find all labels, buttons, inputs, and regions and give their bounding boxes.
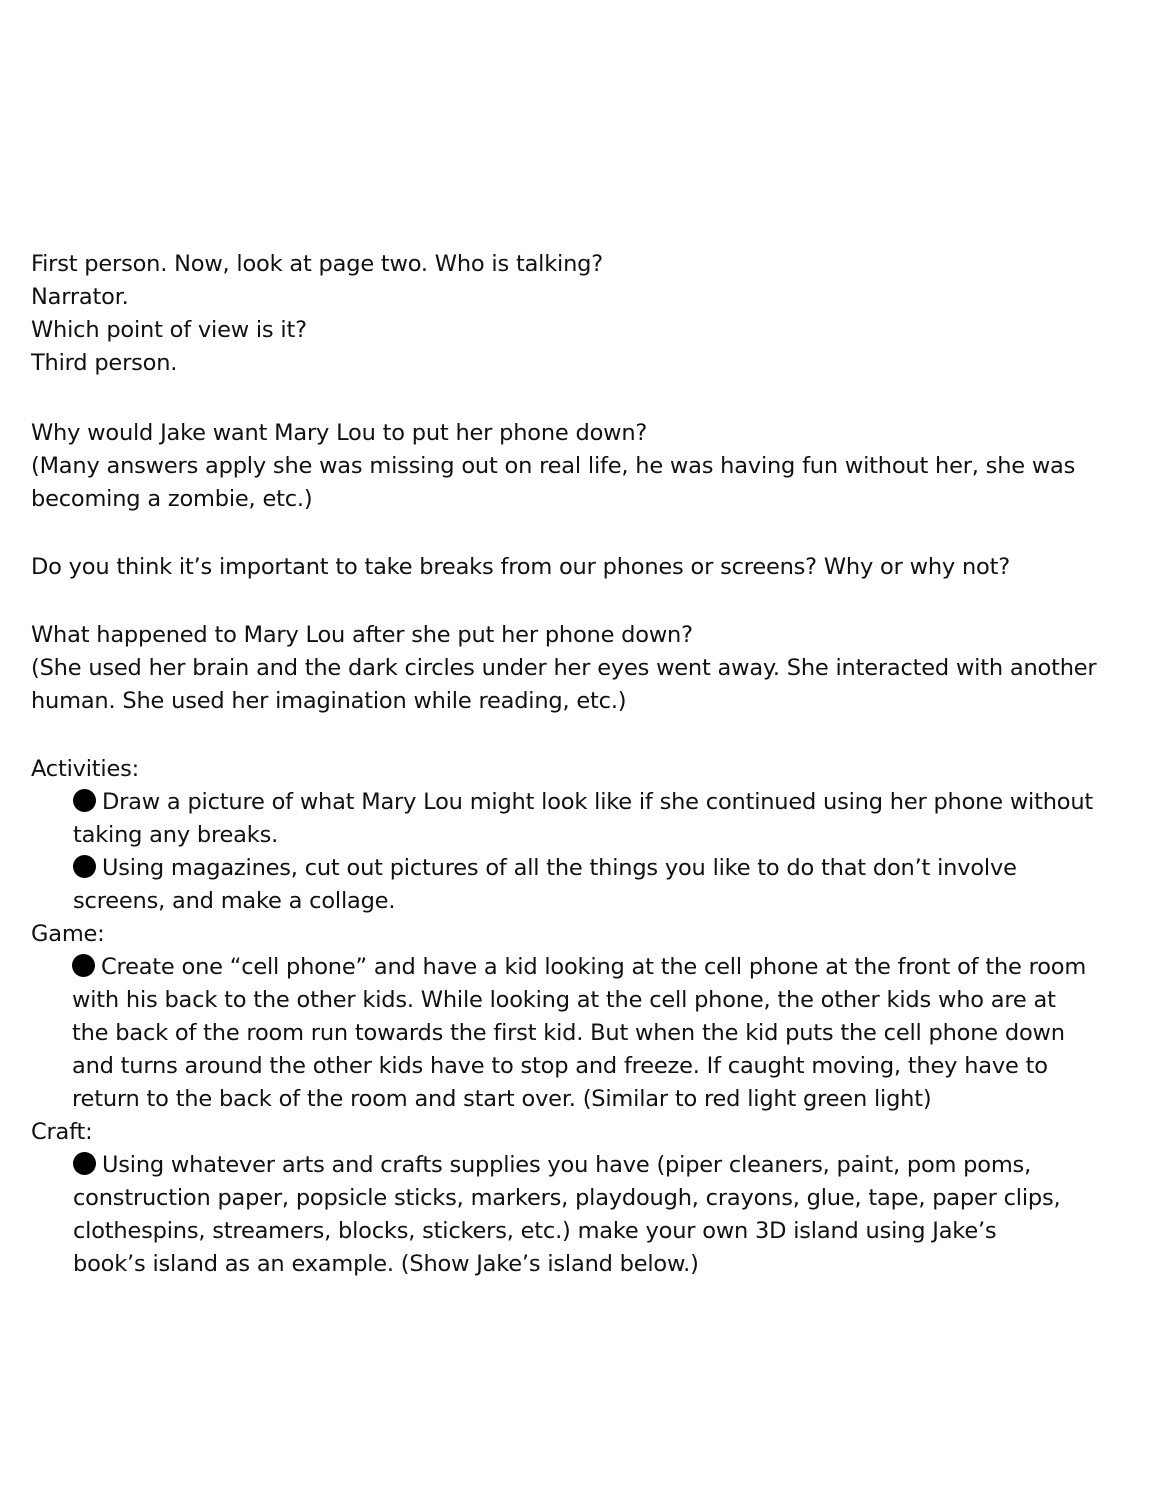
game-line: with his back to the other kids. While looking at the cell phone, the other kids who are at	[72, 987, 1056, 1013]
craft-line: Using whatever arts and crafts supplies you have (piper cleaners, paint, pom poms,	[102, 1152, 1032, 1178]
section-heading: Craft:	[31, 1119, 93, 1145]
document-page	[31, 248, 1131, 1281]
activity-item	[31, 852, 1131, 918]
game-section	[31, 918, 1131, 1116]
craft-line: clothespins, streamers, blocks, stickers, etc.) make your own 3D island using Jake’s	[73, 1218, 997, 1244]
activity-item	[31, 786, 1131, 852]
section-heading: Game:	[31, 921, 105, 947]
spacer	[31, 584, 1131, 619]
bullet-icon	[73, 855, 96, 878]
intro-line: Narrator.	[31, 284, 129, 310]
answer-line: becoming a zombie, etc.)	[31, 486, 313, 512]
spacer	[31, 516, 1131, 551]
intro-line: Which point of view is it?	[31, 317, 307, 343]
game-line: the back of the room run towards the first kid. But when the kid puts the cell phone down	[72, 1020, 1065, 1046]
question-text: What happened to Mary Lou after she put her phone down?	[31, 622, 693, 648]
craft-item	[31, 1149, 1131, 1281]
craft-line: book’s island as an example. (Show Jake’s island below.)	[73, 1251, 699, 1277]
question-3	[31, 619, 1131, 718]
activity-line: Using magazines, cut out pictures of all the things you like to do that don’t involve	[102, 855, 1017, 881]
intro-line: Third person.	[31, 350, 178, 376]
bullet-icon	[72, 954, 95, 977]
intro-section	[31, 248, 1131, 380]
section-heading: Activities:	[31, 756, 140, 782]
question-text: Do you think it’s important to take breaks from our phones or screens? Why or why not?	[31, 554, 1010, 580]
question-2	[31, 551, 1131, 584]
answer-line: (Many answers apply she was missing out on real life, he was having fun without her, she was	[31, 453, 1076, 479]
game-line: Create one “cell phone” and have a kid looking at the cell phone at the front of the room	[101, 954, 1087, 980]
activity-line: taking any breaks.	[73, 822, 279, 848]
craft-line: construction paper, popsicle sticks, markers, playdough, crayons, glue, tape, paper clips,	[73, 1185, 1061, 1211]
activity-line: screens, and make a collage.	[73, 888, 396, 914]
bullet-icon	[73, 789, 96, 812]
bullet-icon	[73, 1152, 96, 1175]
activity-line: Draw a picture of what Mary Lou might look like if she continued using her phone without	[102, 789, 1094, 815]
spacer	[31, 718, 1131, 753]
spacer	[31, 380, 1131, 417]
craft-section	[31, 1116, 1131, 1281]
game-item	[31, 951, 1131, 1116]
question-1	[31, 417, 1131, 516]
game-line: return to the back of the room and start over. (Similar to red light green light)	[72, 1086, 932, 1112]
answer-line: (She used her brain and the dark circles under her eyes went away. She interacted with another	[31, 655, 1097, 681]
game-line: and turns around the other kids have to stop and freeze. If caught moving, they have to	[72, 1053, 1048, 1079]
answer-line: human. She used her imagination while reading, etc.)	[31, 688, 627, 714]
activities-section	[31, 753, 1131, 918]
intro-line: First person. Now, look at page two. Who is talking?	[31, 251, 603, 277]
question-text: Why would Jake want Mary Lou to put her phone down?	[31, 420, 648, 446]
